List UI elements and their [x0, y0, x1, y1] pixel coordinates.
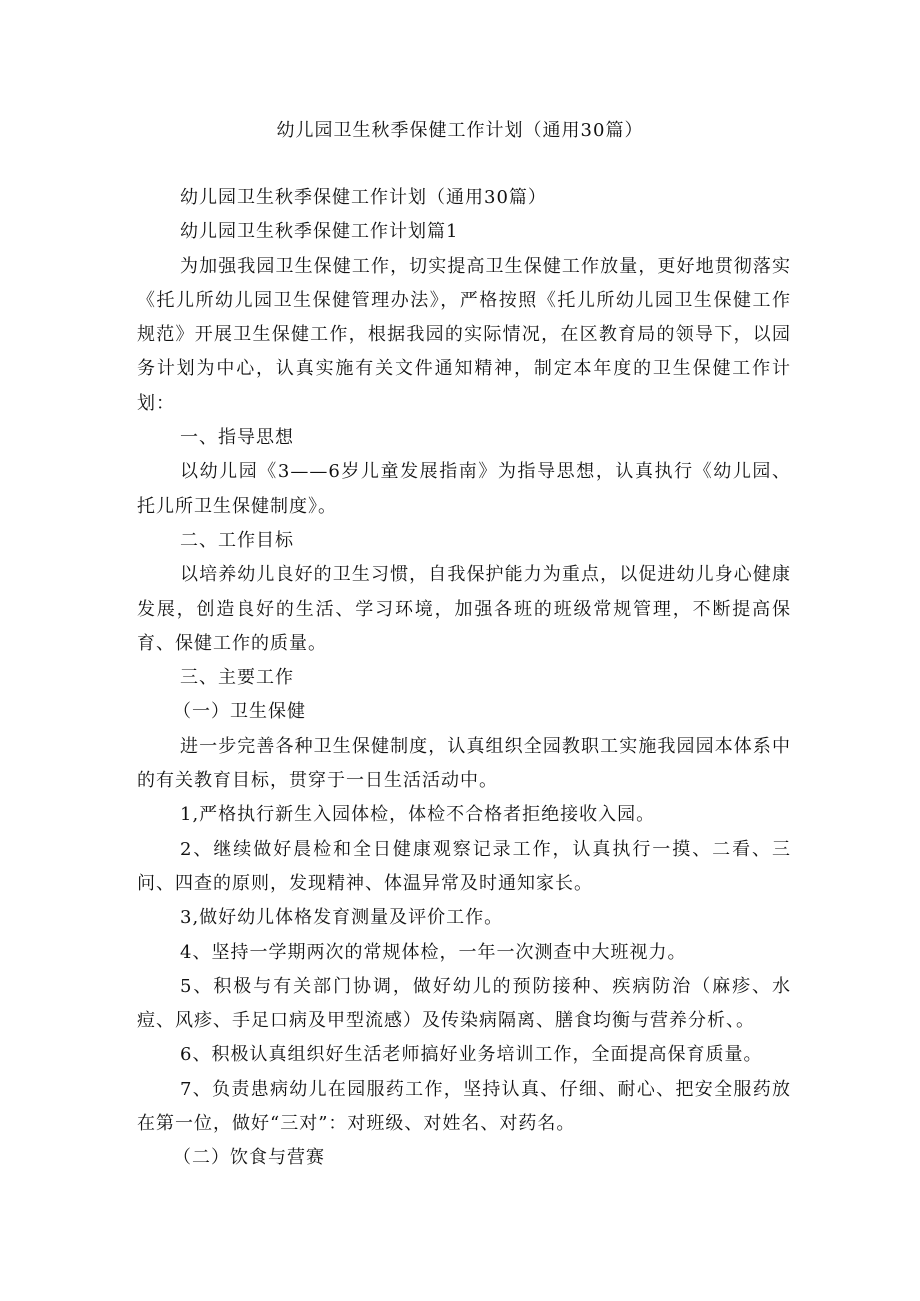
- paragraph: （一）卫生保健: [173, 701, 306, 723]
- document-body: [137, 181, 791, 1176]
- paragraph: 一、指导思想: [180, 427, 294, 449]
- paragraph: （二）饮食与营赛: [173, 1147, 325, 1169]
- paragraph: 进一步完善各种卫生保健制度，认真组织全园教职工实施我园园本体系中的有关教育目标，贯穿于一日生活活动中。: [137, 735, 791, 792]
- paragraph: 5、积极与有关部门协调，做好幼儿的预防接种、疾病防治（麻疹、水痘、风疹、手足口病及甲型流感）及传染病隔离、膳食均衡与营养分析、。: [137, 975, 791, 1032]
- paragraph: 幼儿园卫生秋季保健工作计划篇1: [180, 221, 459, 243]
- paragraph: 为加强我园卫生保健工作，切实提高卫生保健工作放量，更好地贯彻落实《托儿所幼儿园卫生保健管理办法》，严格按照《托儿所幼儿园卫生保健工作规范》开展卫生保健工作，根据我园的实际情况，在区教育局的领导下，以园务计划为中心，认真实施有关文件通知精神，制定本年度的卫生保健工作计划：: [137, 255, 791, 414]
- paragraph: 7、负责患病幼儿在园服药工作，坚持认真、仔细、耐心、把安全服药放在第一位，做好“三对”：对班级、对姓名、对药名。: [137, 1078, 791, 1135]
- paragraph: 6、积极认真组织好生活老师搞好业务培训工作，全面提高保育质量。: [180, 1044, 763, 1066]
- paragraph: 二、工作目标: [180, 529, 294, 551]
- paragraph: 幼儿园卫生秋季保健工作计划（通用30篇）: [180, 187, 547, 208]
- paragraph: 3,做好幼儿体格发育测量及评价工作。: [180, 907, 504, 929]
- paragraph: 以培养幼儿良好的卫生习惯，自我保护能力为重点，以促进幼儿身心健康发展，创造良好的生活、学习环境，加强各班的班级常规管理，不断提高保育、保健工作的质量。: [137, 564, 791, 654]
- paragraph: 1,严格执行新生入园体检，体检不合格者拒绝接收入园。: [180, 804, 656, 826]
- paragraph: 以幼儿园《3——6岁儿童发展指南》为指导思想，认真执行《幼儿园、托儿所卫生保健制度》。: [137, 461, 791, 517]
- paragraph: 三、主要工作: [180, 667, 294, 689]
- document-title: 幼儿园卫生秋季保健工作计划（通用30篇）: [276, 120, 644, 141]
- paragraph: 4、坚持一学期两次的常规体检，一年一次测查中大班视力。: [180, 941, 687, 963]
- paragraph: 2、继续做好晨检和全日健康观察记录工作，认真执行一摸、二看、三问、四查的原则，发现精神、体温异常及时通知家长。: [137, 838, 791, 894]
